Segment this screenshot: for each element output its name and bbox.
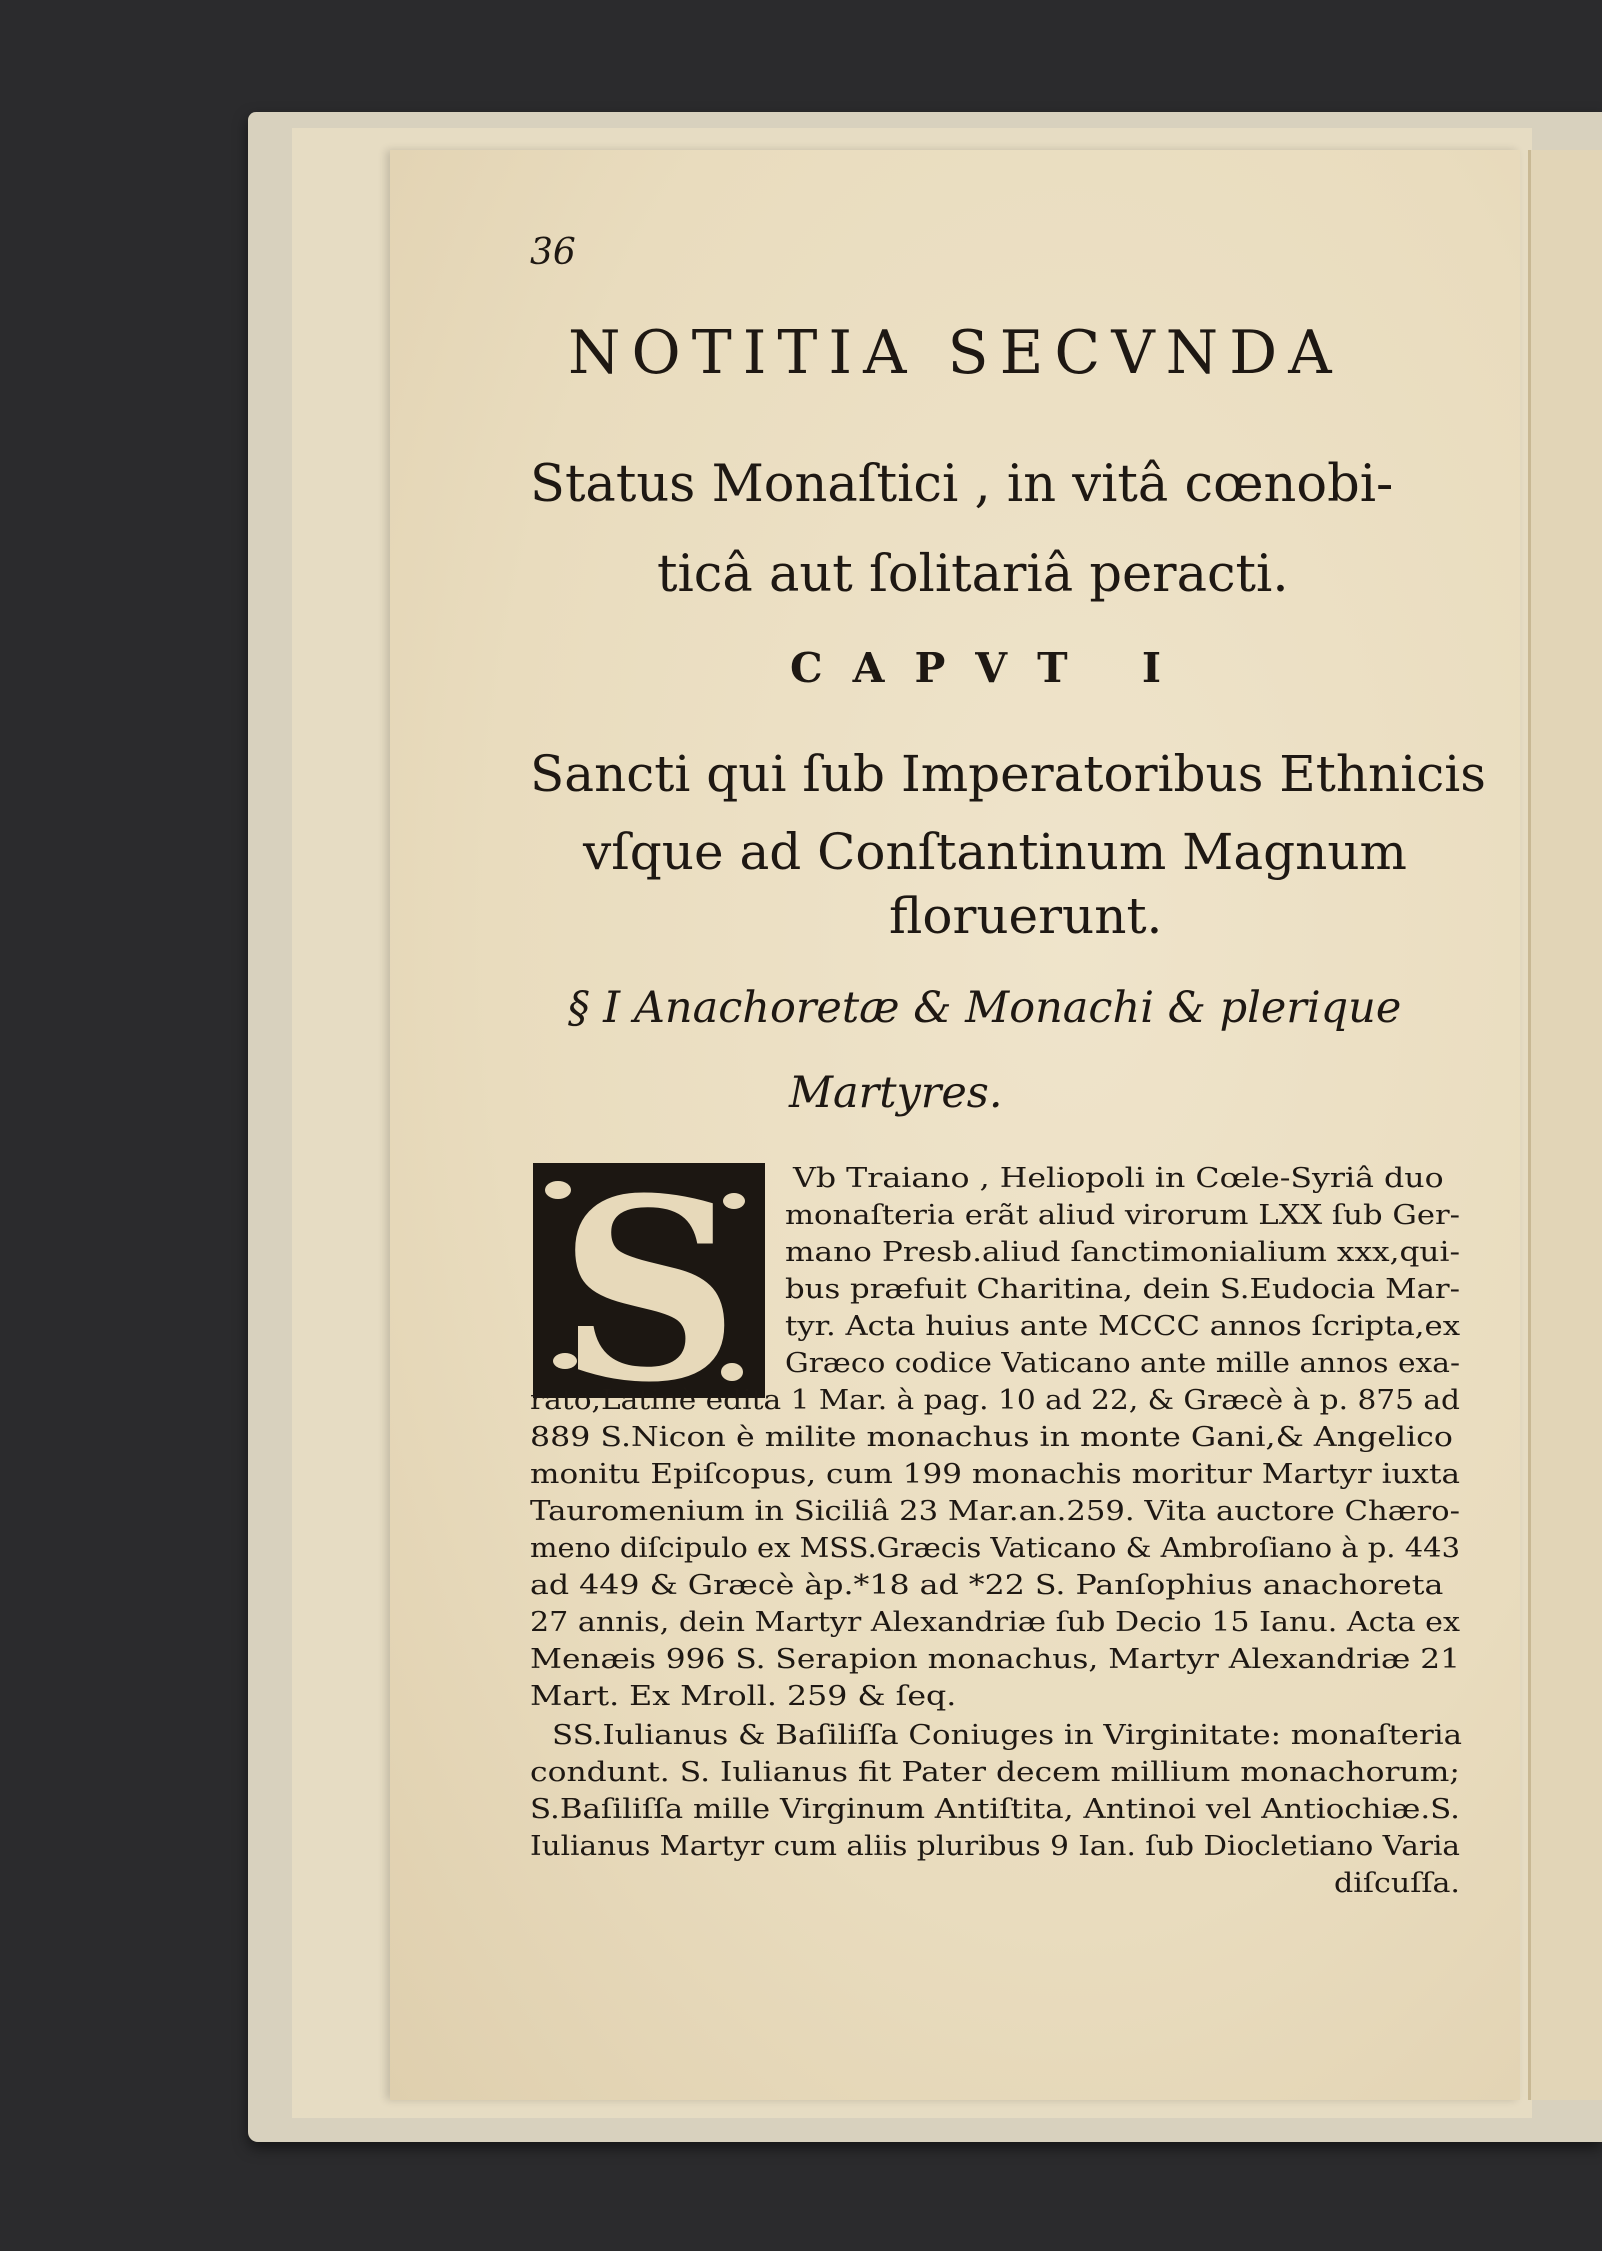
- section-heading-line-2: Martyres.: [789, 1068, 1003, 1118]
- body-line: Græco codice Vaticano ante mille annos exa-: [785, 1347, 1460, 1379]
- body-line: 27 annis, dein Martyr Alexandriæ ſub Decio 15 Ianu. Acta ex: [530, 1606, 1460, 1638]
- body-line: monaſteria erãt aliud virorum LXX ſub Ger-: [785, 1199, 1460, 1231]
- chapter-title-line-3: floruerunt.: [889, 887, 1163, 945]
- body-line: rato,Latinè edita 1 Mar. à pag. 10 ad 22, & Græcè à p. 875 ad: [530, 1384, 1460, 1416]
- facing-page-edge: [1528, 150, 1602, 2100]
- section-heading-line-1: § I Anachoretæ & Monachi & plerique: [568, 983, 1402, 1033]
- body-line: S.Baſiliſſa mille Virginum Antiſtita, Antinoi vel Antiochiæ.S.: [530, 1793, 1460, 1825]
- page-title: NOTITIA SECVNDA: [568, 318, 1343, 388]
- decorated-initial: [533, 1163, 765, 1398]
- body-line: Vb Traiano , Heliopoli in Cœle-Syriâ duo: [793, 1162, 1444, 1194]
- body-line: diſcuſſa.: [1334, 1867, 1460, 1899]
- body-line: monitu Epiſcopus, cum 199 monachis moritur Martyr iuxta: [530, 1458, 1460, 1490]
- chapter-title-line-2: vſque ad Conſtantinum Magnum: [583, 823, 1407, 881]
- body-line: meno diſcipulo ex MSS.Græcis Vaticano & Ambroſiano à p. 443: [530, 1532, 1460, 1564]
- body-line: Mart. Ex Mroll. 259 & ſeq.: [530, 1680, 957, 1712]
- chapter-heading: CAPVT I: [790, 644, 1192, 692]
- body-line: ad 449 & Græcè àp.*18 ad *22 S. Panſophius anachoreta: [530, 1569, 1444, 1601]
- page-number: 36: [530, 232, 576, 273]
- body-line: 889 S.Nicon è milite monachus in monte Gani,& Angelico: [530, 1421, 1453, 1453]
- body-line: Menæis 996 S. Serapion monachus, Martyr Alexandriæ 21: [530, 1643, 1460, 1675]
- chapter-title-line-1: Sancti qui ſub Imperatoribus Ethnicis: [530, 745, 1486, 803]
- body-line: Iulianus Martyr cum aliis pluribus 9 Ian. ſub Diocletiano Varia: [530, 1830, 1460, 1862]
- body-line: mano Presb.aliud ſanctimonialium xxx,qui-: [785, 1236, 1460, 1268]
- subtitle-line-2: ticâ aut ſolitariâ peracti.: [657, 545, 1289, 604]
- body-line: condunt. S. Iulianus fit Pater decem millium monachorum;: [530, 1756, 1460, 1788]
- body-line: tyr. Acta huius ante MCCC annos ſcripta,ex: [785, 1310, 1460, 1342]
- body-line: Tauromenium in Siciliâ 23 Mar.an.259. Vita auctore Chæro-: [530, 1495, 1460, 1527]
- body-line: bus præfuit Charitina, dein S.Eudocia Mar-: [785, 1273, 1460, 1305]
- initial-letter: S: [558, 1163, 740, 1398]
- body-line: SS.Iulianus & Baſiliſſa Coniuges in Virginitate: monaſteria: [552, 1719, 1462, 1751]
- subtitle-line-1: Status Monaſtici , in vitâ cœnobi-: [530, 455, 1394, 514]
